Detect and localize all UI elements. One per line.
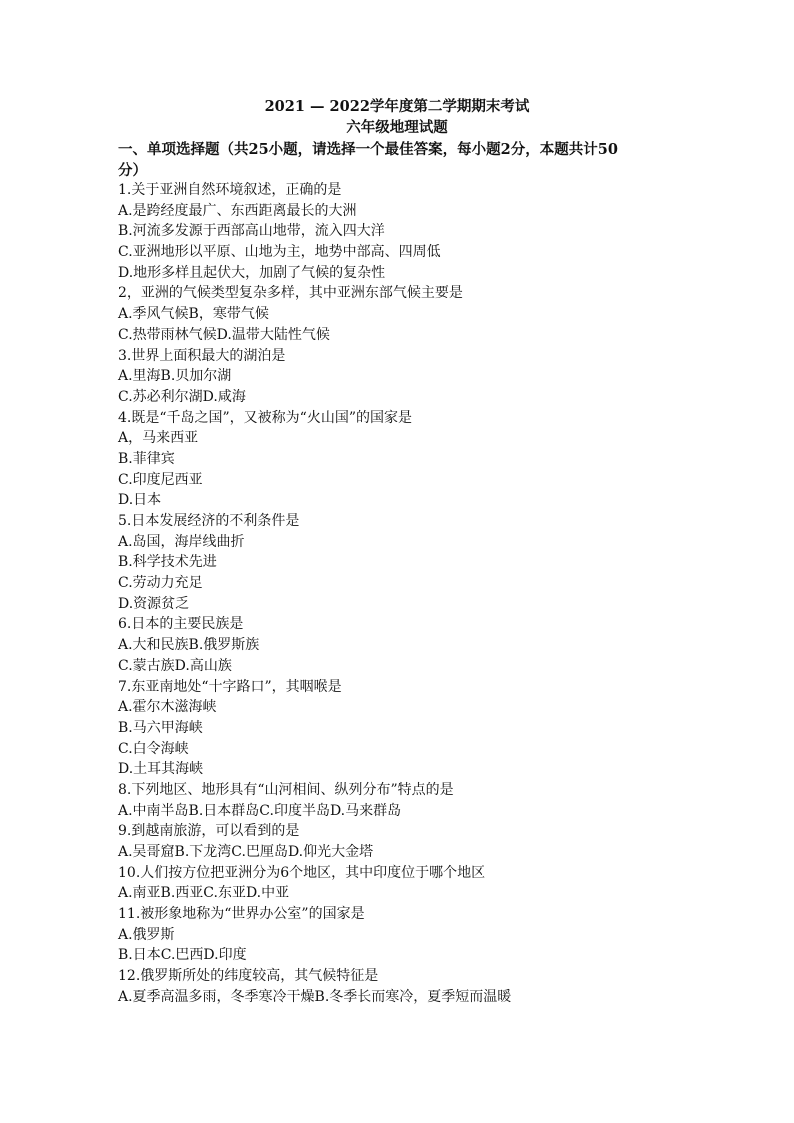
answer-option: A.吴哥窟B.下龙湾C.巴厘岛D.仰光大金塔 — [118, 844, 374, 860]
answer-option: A.大和民族B.俄罗斯族 — [118, 637, 260, 654]
question-list — [118, 180, 718, 1008]
answer-option: A.俄罗斯 — [118, 926, 175, 943]
question-stem: 9.到越南旅游，可以看到的是 — [118, 823, 300, 840]
answer-option: B.日本C.巴西D.印度 — [118, 947, 247, 964]
answer-option: A.夏季高温多雨，冬季寒冷干燥B.冬季长而寒冷，夏季短而温暖 — [118, 988, 512, 1005]
answer-option: C.热带雨林气候D.温带大陆性气候 — [118, 326, 330, 343]
answer-option: A.里海B.贝加尔湖 — [118, 368, 232, 385]
answer-option: C.劳动力充足 — [118, 575, 203, 592]
question-stem: 11.被形象地称为“世界办公室”的国家是 — [118, 906, 365, 923]
question-stem: 10.人们按方位把亚洲分为6个地区，其中印度位于哪个地区 — [118, 864, 486, 881]
answer-option: D.日本 — [118, 492, 162, 509]
answer-option: A.霍尔木滋海峡 — [118, 699, 217, 716]
answer-option: C.蒙古族D.高山族 — [118, 657, 232, 674]
section-heading-line: 一、单项选择题（共25小题，请选择一个最佳答案，每小题2分，本题共计50 — [118, 141, 618, 158]
answer-option: C.亚洲地形以平原、山地为主，地势中部高、四周低 — [118, 244, 441, 261]
question-stem: 12.俄罗斯所处的纬度较高，其气候特征是 — [118, 968, 379, 985]
answer-option: A.南亚B.西亚C.东亚D.中亚 — [118, 885, 290, 902]
question-stem: 1.关于亚洲自然环境叙述，正确的是 — [118, 182, 342, 198]
question-stem: 8.下列地区、地形具有“山河相间、纵列分布”特点的是 — [118, 781, 454, 798]
answer-option: D.土耳其海峡 — [118, 761, 204, 778]
answer-option: C.印度尼西亚 — [118, 471, 203, 488]
answer-option: A.中南半岛B.日本群岛C.印度半岛D.马来群岛 — [118, 802, 402, 819]
exam-title: 2021 — 2022学年度第二学期期末考试 — [264, 98, 530, 115]
answer-option: C.苏必利尔湖D.咸海 — [118, 388, 246, 405]
question-stem: 5.日本发展经济的不利条件是 — [118, 513, 300, 529]
section-heading — [118, 139, 684, 181]
answer-option: B.河流多发源于西部高山地带，流入四大洋 — [118, 223, 385, 240]
answer-option: B.马六甲海峡 — [118, 719, 203, 736]
answer-option: B.科学技术先进 — [118, 554, 217, 571]
answer-option: C.白令海峡 — [118, 740, 189, 757]
answer-option: A.是跨经度最广、东西距离最长的大洲 — [118, 202, 357, 219]
answer-option: B.菲律宾 — [118, 450, 175, 467]
answer-option: A，马来西亚 — [118, 430, 199, 447]
exam-subtitle: 六年级地理试题 — [346, 119, 448, 136]
question-stem: 4.既是“千岛之国”，又被称为“火山国”的国家是 — [118, 409, 412, 426]
answer-option: A.季风气候B，寒带气候 — [118, 306, 269, 323]
answer-option: A.岛国，海岸线曲折 — [118, 533, 245, 550]
answer-option: D.资源贫乏 — [118, 595, 190, 612]
section-heading-line: 分） — [118, 162, 147, 179]
question-stem: 3.世界上面积最大的湖泊是 — [118, 347, 286, 364]
question-stem: 6.日本的主要民族是 — [118, 616, 244, 633]
question-stem: 7.东亚南地处“十字路口”，其咽喉是 — [118, 678, 342, 695]
question-stem: 2，亚洲的气候类型复杂多样，其中亚洲东部气候主要是 — [118, 285, 463, 302]
answer-option: D.地形多样且起伏大，加剧了气候的复杂性 — [118, 264, 386, 281]
